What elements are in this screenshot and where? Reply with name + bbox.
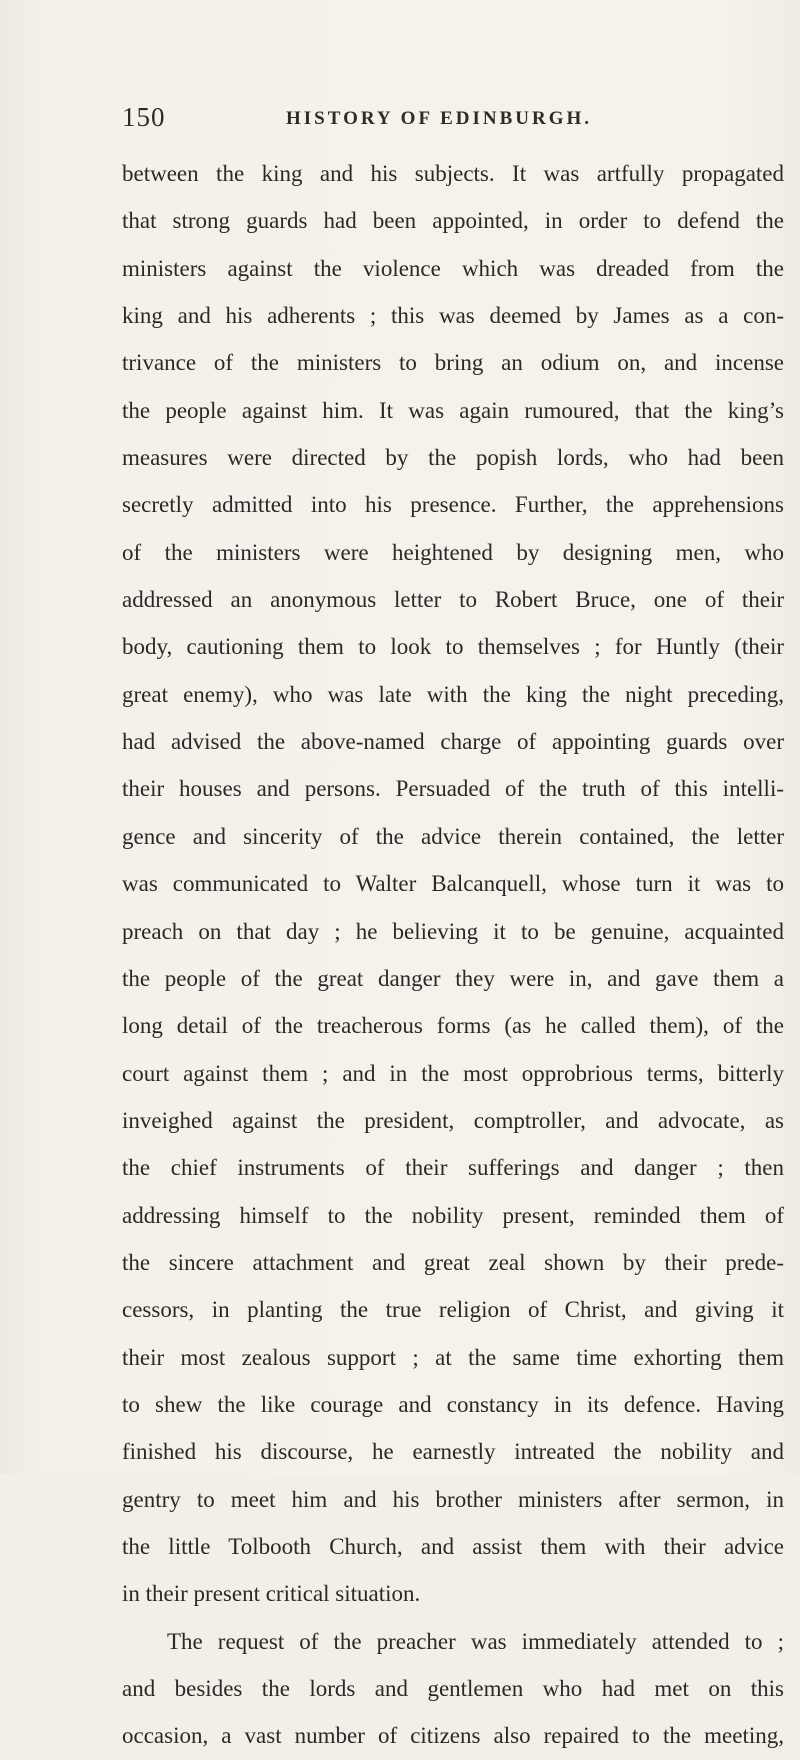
text-line: cessors, in planting the true religion of Christ, and giving it [122, 1297, 784, 1323]
text-line: king and his adherents ; this was deemed by James as a con- [122, 303, 784, 329]
text-line: and besides the lords and gentlemen who had met on this [122, 1676, 784, 1701]
text-line: that strong guards had been appointed, in order to defend the [122, 208, 784, 234]
text-line: their most zealous support ; at the same time exhorting them [122, 1344, 784, 1370]
text-line: trivance of the ministers to bring an odium on, and incense [122, 350, 784, 376]
body-text [122, 150, 784, 1760]
text-line: addressed an anonymous letter to Robert Bruce, one of their [122, 587, 784, 613]
text-line: was communicated to Walter Balcanquell, whose turn it was to [122, 871, 784, 897]
text-line: occasion, a vast number of citizens also repaired to the meeting, [122, 1723, 784, 1749]
page-header [122, 102, 740, 142]
text-line: secretly admitted into his presence. Further, the apprehensions [122, 492, 784, 518]
text-line: gence and sincerity of the advice therein contained, the letter [122, 823, 784, 849]
text-line: the sincere attachment and great zeal shown by their prede- [122, 1249, 784, 1275]
text-line: The request of the preacher was immediately attended to ; [167, 1628, 784, 1654]
text-line: the chief instruments of their sufferings and danger ; then [122, 1155, 784, 1181]
text-line: preach on that day ; he believing it to be genuine, acquainted [122, 918, 784, 944]
text-line: measures were directed by the popish lords, who had been [122, 445, 784, 471]
text-line: to shew the like courage and constancy in its defence. Having [122, 1391, 784, 1417]
text-line: body, cautioning them to look to themselves ; for Huntly (their [122, 634, 784, 660]
text-line: finished his discourse, he earnestly intreated the nobility and [122, 1439, 784, 1465]
text-line: between the king and his subjects. It was artfully propagated [122, 161, 784, 186]
text-line: great enemy), who was late with the king the night preceding, [122, 681, 784, 707]
text-line: inveighed against the president, comptroller, and advocate, as [122, 1107, 784, 1133]
text-line: addressing himself to the nobility present, reminded them of [122, 1202, 784, 1228]
text-line: the people against him. It was again rumoured, that the king’s [122, 397, 784, 423]
text-line: gentry to meet him and his brother ministers after sermon, in [122, 1486, 784, 1512]
running-head: HISTORY OF EDINBURGH. [286, 108, 593, 129]
text-line: the people of the great danger they were in, and gave them a [122, 965, 784, 991]
page-number: 150 [122, 102, 166, 132]
text-line: court against them ; and in the most opprobrious terms, bitterly [122, 1060, 784, 1086]
text-line: long detail of the treacherous forms (as he called them), of the [122, 1013, 784, 1039]
text-line: ministers against the violence which was dreaded from the [122, 255, 784, 281]
text-line: the little Tolbooth Church, and assist them with their advice [122, 1533, 784, 1559]
text-line: their houses and persons. Persuaded of the truth of this intelli- [122, 776, 784, 802]
text-line: had advised the above-named charge of appointing guards over [122, 729, 784, 755]
text-line: of the ministers were heightened by designing men, who [122, 539, 784, 565]
text-line: in their present critical situation. [122, 1581, 421, 1607]
